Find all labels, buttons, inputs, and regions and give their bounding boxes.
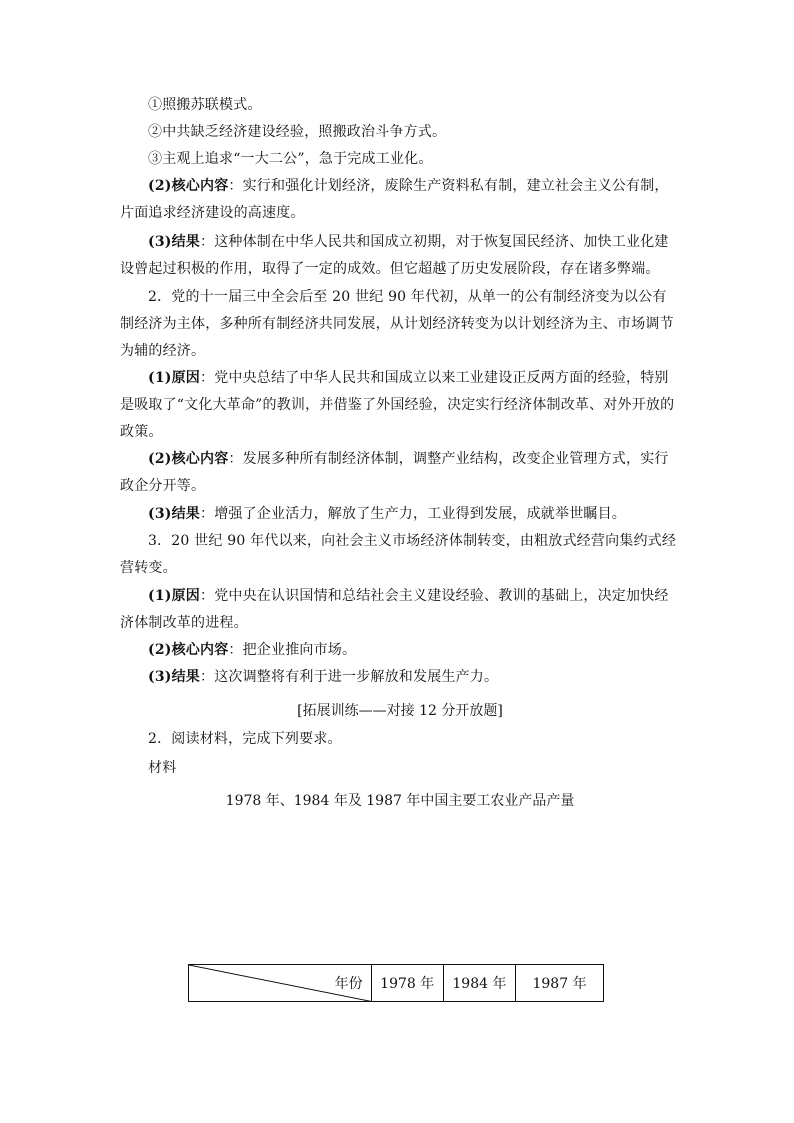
text: ：实行和强化计划经济，废除生产资料私有制，建立社会主义公有制，片面追求经济建设的高速度。 [120, 178, 669, 221]
question-2: 2．阅读材料，完成下列要求。 [148, 731, 342, 747]
production-table [188, 964, 604, 1002]
paragraph-reason [120, 365, 680, 446]
section-heading: [拓展训练——对接 12 分开放题] [297, 703, 503, 719]
paragraph-core-content [120, 446, 680, 500]
paragraph-core-content [120, 173, 680, 227]
label: (3)结果 [148, 506, 200, 522]
text: ：发展多种所有制经济体制，调整产业结构，改变企业管理方式，实行政企分开等。 [120, 451, 669, 494]
text: ：增强了企业活力，解放了生产力，工业得到发展，成就举世瞩目。 [200, 506, 626, 522]
text: ：把企业推向市场。 [228, 642, 357, 658]
text: ：党中央总结了中华人民共和国成立以来工业建设正反两方面的经验，特别是吸取了“文化大革命”的教训，并借鉴了外国经验，决定实行经济体制改革、对外开放的政策。 [120, 370, 675, 440]
paragraph-result [120, 501, 680, 528]
year-header: 1984 年 [443, 965, 515, 1002]
table-header-row [189, 965, 604, 1002]
text: ：党中央在认识国情和总结社会主义建设经验、教训的基础上，决定加快经济体制改革的进程。 [120, 588, 669, 631]
text-line: ①照搬苏联模式。 [148, 97, 262, 113]
corner-label: 年份 [334, 976, 363, 992]
label: (1)原因 [148, 370, 200, 386]
paragraph-result [120, 229, 680, 283]
label: (1)原因 [148, 588, 200, 604]
paragraph-reason [120, 583, 680, 637]
label: (2)核心内容 [148, 642, 229, 658]
label: (2)核心内容 [148, 451, 229, 467]
text: ：这种体制在中华人民共和国成立初期，对于恢复国民经济、加快工业化建设曾起过积极的作用，取得了一定的成效。但它超越了历史发展阶段，存在诸多弊端。 [120, 234, 669, 277]
year-header: 1987 年 [516, 965, 604, 1002]
year-header: 1978 年 [371, 965, 443, 1002]
paragraph-core-content [120, 637, 680, 664]
label: (2)核心内容 [148, 178, 229, 194]
label: (3)结果 [148, 234, 200, 250]
text-line: ③主观上追求“一大二公”，急于完成工业化。 [148, 151, 433, 167]
paragraph-result [120, 664, 680, 691]
table-title: 1978 年、1984 年及 1987 年中国主要工农业产品产量 [225, 793, 575, 809]
text-line: ②中共缺乏经济建设经验，照搬政治斗争方式。 [148, 124, 447, 140]
label: (3)结果 [148, 669, 200, 685]
table-corner-cell [189, 965, 372, 1002]
paragraph-section-2: 2．党的十一届三中全会后至 20 世纪 90 年代初，从单一的公有制经济变为以公有制经济为主体，多种所有制经济共同发展，从计划经济转变为以计划经济为主、市场调节为辅的经济。 [120, 289, 674, 359]
material-label: 材料 [148, 760, 177, 776]
paragraph-section-3: 3．20 世纪 90 年代以来，向社会主义市场经济体制转变，由粗放式经营向集约式经营转变。 [120, 533, 677, 576]
text: ：这次调整将有利于进一步解放和发展生产力。 [200, 669, 499, 685]
